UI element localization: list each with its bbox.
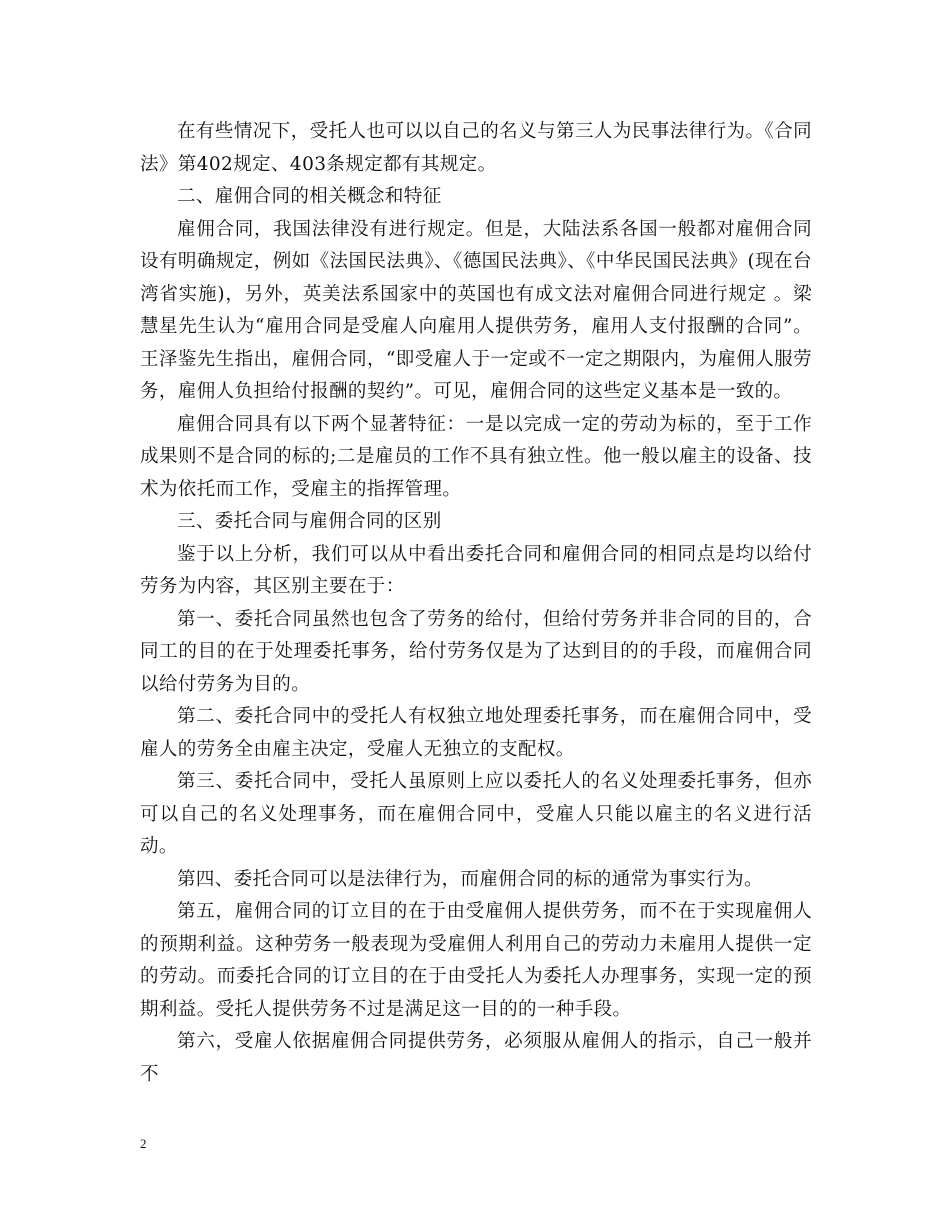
- paragraph-difference-third: 第三、委托合同中，受托人虽原则上应以委托人的名义处理委托事务，但亦可以自己的名义处理事务，而在雇佣合同中，受雇人只能以雇主的名义进行活动。: [140, 771, 812, 857]
- page-number: 2: [140, 1136, 147, 1151]
- section-heading-differences: 三、委托合同与雇佣合同的区别: [177, 511, 442, 532]
- section-heading-employment-contract: 二、雇佣合同的相关概念和特征: [177, 186, 442, 207]
- paragraph-difference-first: 第一、委托合同虽然也包含了劳务的给付，但给付劳务并非合同的目的，合同工的目的在于处理委托事务，给付劳务仅是为了达到目的的手段，而雇佣合同以给付劳务为目的。: [140, 608, 812, 695]
- paragraph-difference-fifth: 第五，雇佣合同的订立目的在于由受雇佣人提供劳务，而不在于实现雇佣人的预期利益。这种劳务一般表现为受雇佣人利用自己的劳动力未雇用人提供一定的劳动。而委托合同的订立目的在于由受托人为委托人办理事务，实现一定的预期利益。受托人提供劳务不过是满足这一目的的一种手段。: [140, 901, 812, 1020]
- paragraph-employment-features: 雇佣合同具有以下两个显著特征：一是以完成一定的劳动为标的，至于工作成果则不是合同的标的;二是雇员的工作不具有独立性。他一般以雇主的设备、技术为依托而工作，受雇主的指挥管理。: [140, 413, 812, 500]
- paragraph-differences-intro: 鉴于以上分析，我们可以从中看出委托合同和雇佣合同的相同点是均以给付劳务为内容，其区别主要在于：: [140, 543, 812, 597]
- paragraph-employment-definition: 雇佣合同，我国法律没有进行规定。但是，大陆法系各国一般都对雇佣合同设有明确规定，例如《法国民法典》、《德国民法典》、《中华民国民法典》(现在台湾省实施)，另外，英美法系国家中的英国也有成文法对雇佣合同进行规定 。梁慧星先生认为“雇用合同是受雇人向雇用人提供劳务，雇用人支付报酬的合同”。王泽鉴先生指出，雇佣合同，“即受雇人于一定或不一定之期限内，为雇佣人服劳务，雇佣人负担给付报酬的契约”。可见，雇佣合同的这些定义基本是一致的。: [140, 218, 812, 402]
- document-body: [140, 116, 812, 1091]
- paragraph-difference-sixth: 第六，受雇人依据雇佣合同提供劳务，必须服从雇佣人的指示，自己一般并不: [140, 1031, 812, 1085]
- paragraph-difference-fourth: 第四、委托合同可以是法律行为，而雇佣合同的标的通常为事实行为。: [177, 868, 763, 890]
- paragraph-difference-second: 第二、委托合同中的受托人有权独立地处理委托事务，而在雇佣合同中，受雇人的劳务全由雇主决定，受雇人无独立的支配权。: [140, 706, 812, 760]
- paragraph-agent-own-name: 在有些情况下，受托人也可以以自己的名义与第三人为民事法律行为。《合同法》第402规定、403条规定都有其规定。: [140, 121, 812, 175]
